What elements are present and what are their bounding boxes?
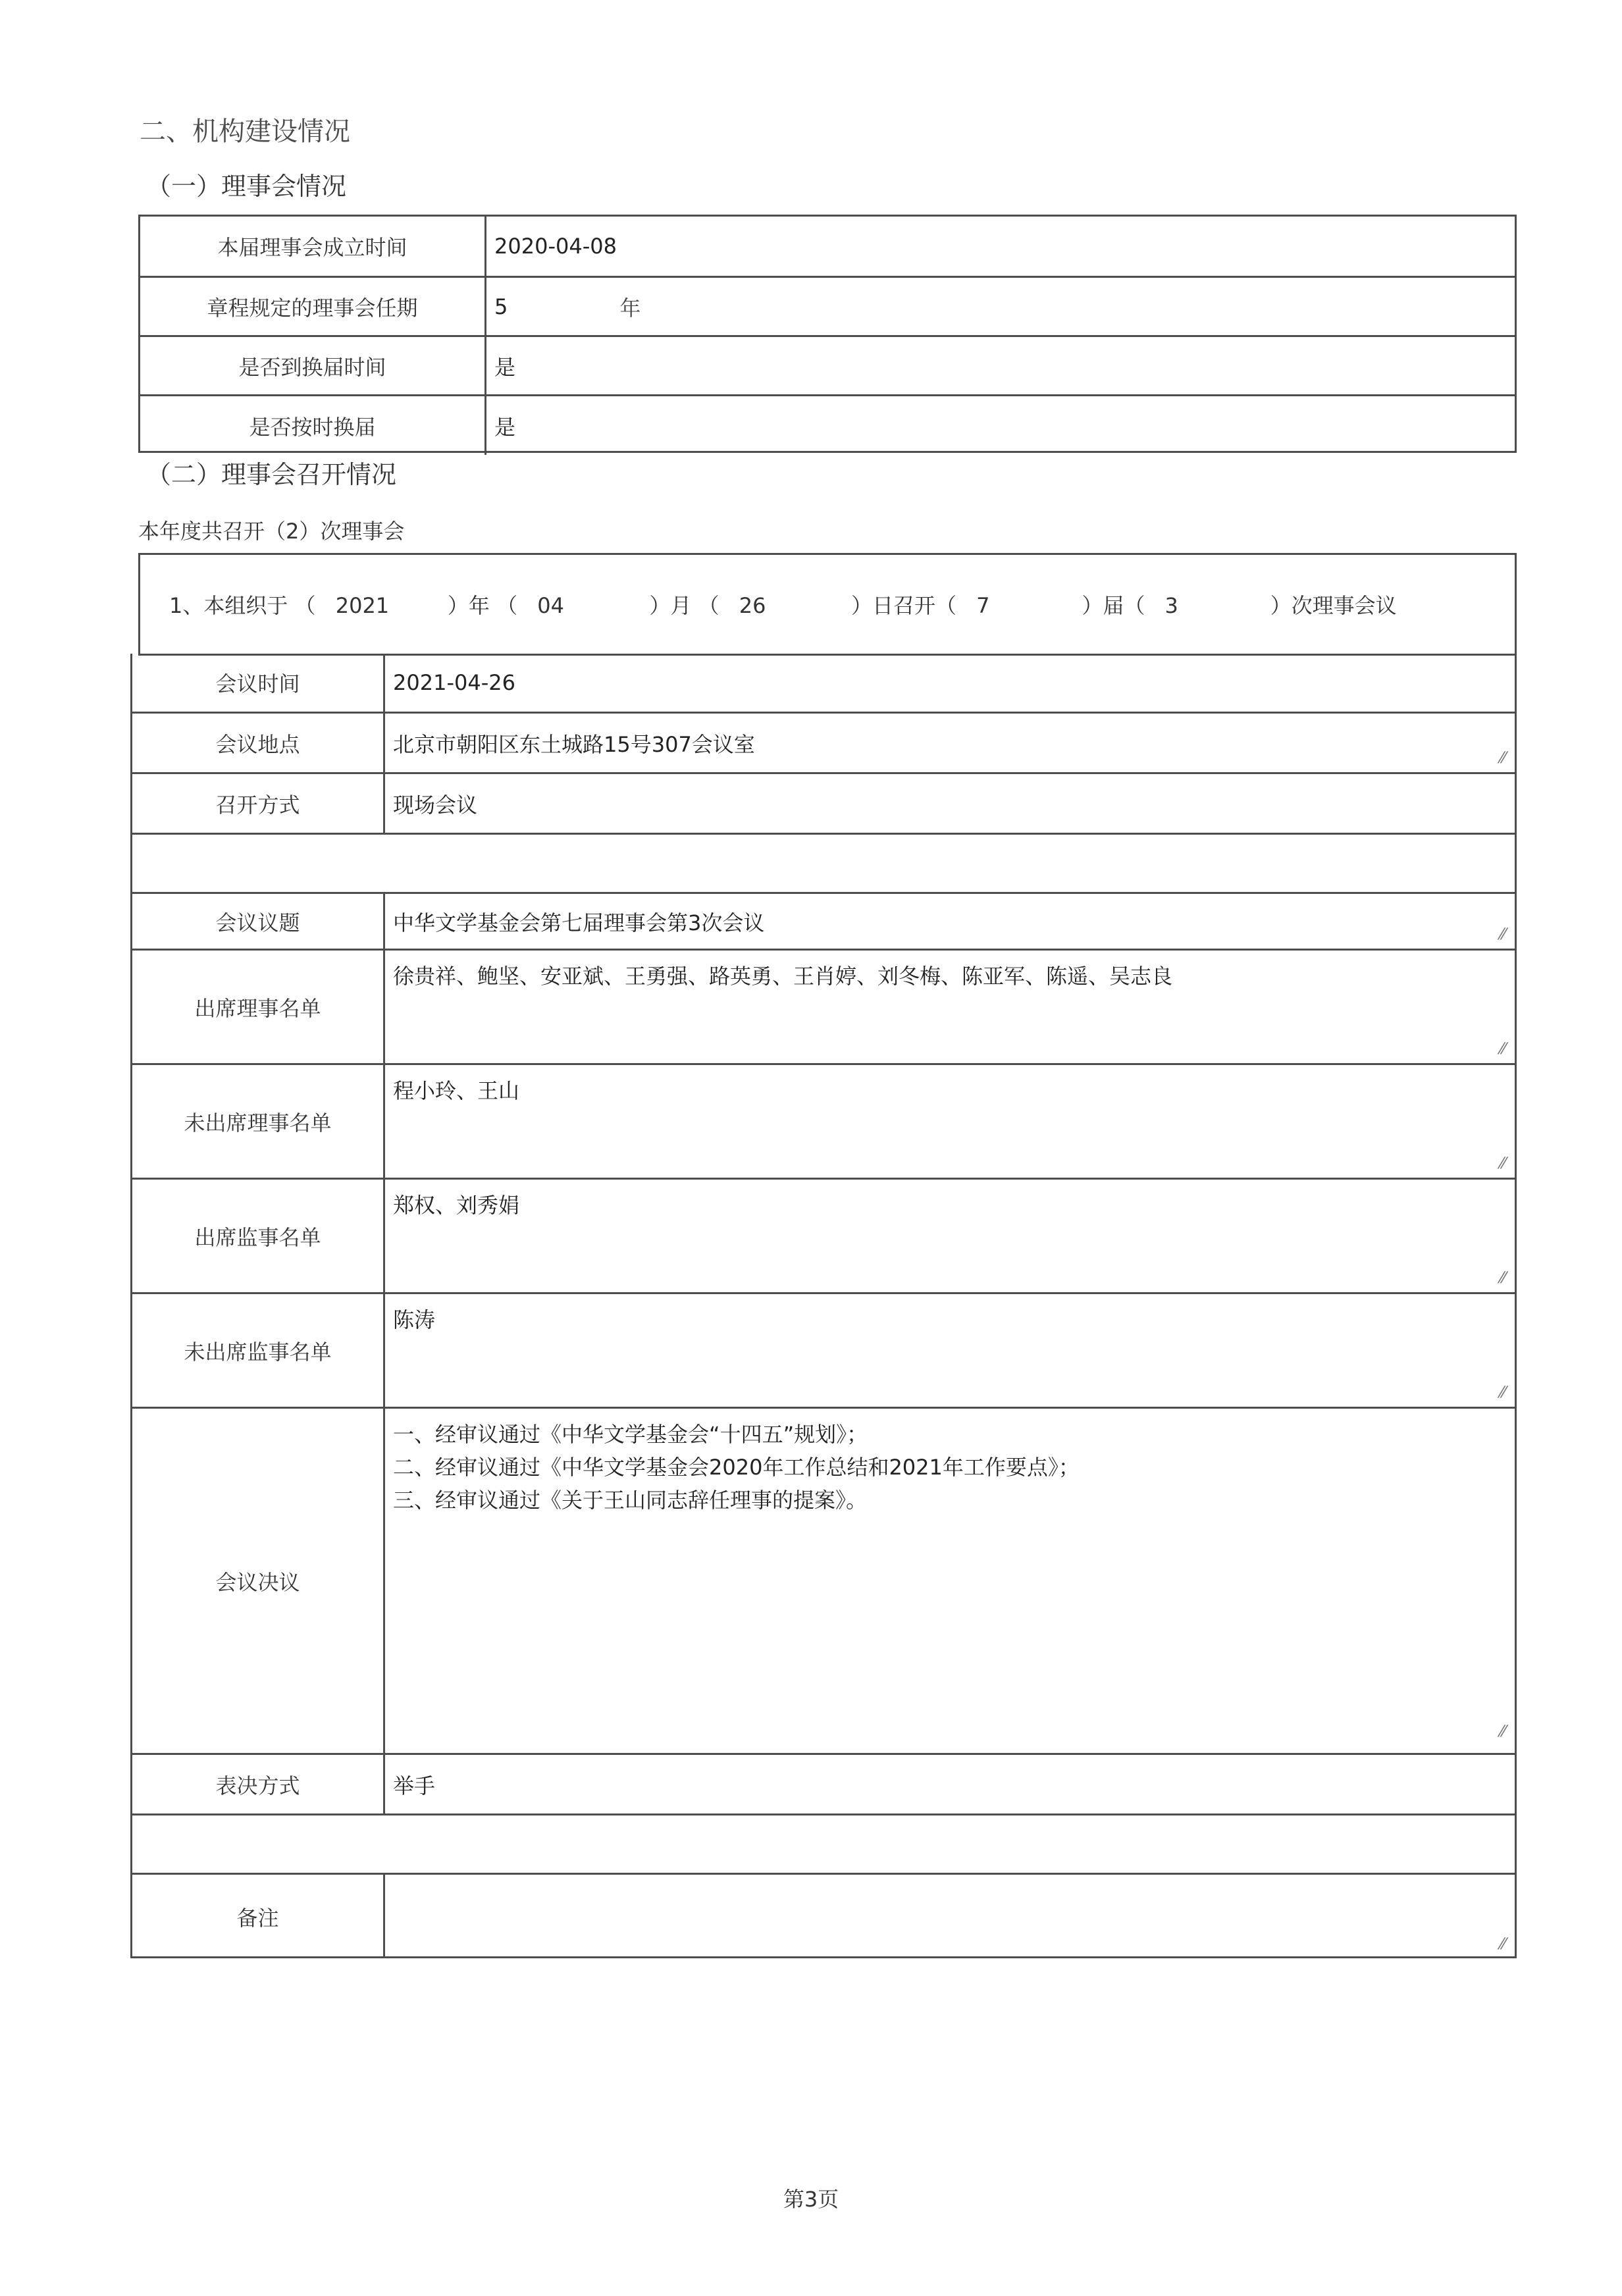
resize-handle-icon[interactable]: ⁄⁄ — [1500, 1039, 1505, 1058]
meeting-session[interactable]: 3 — [1164, 593, 1178, 618]
table-row — [132, 1178, 1515, 1292]
table-row — [140, 217, 1515, 276]
on-time-label: 是否按时换届 — [140, 396, 486, 455]
meetings-summary: 本年度共召开（2）次理事会 — [138, 519, 405, 544]
present-supervisors-label: 出席监事名单 — [132, 1180, 385, 1292]
resize-handle-icon[interactable]: ⁄⁄ — [1500, 748, 1505, 767]
resize-handle-icon[interactable]: ⁄⁄ — [1500, 1268, 1505, 1287]
meeting-mode-label: 召开方式 — [132, 774, 385, 833]
resize-handle-icon[interactable]: ⁄⁄ — [1500, 1383, 1505, 1401]
page-number: 第3页 — [783, 2187, 839, 2212]
table-row — [132, 892, 1515, 949]
resize-handle-icon[interactable]: ⁄⁄ — [1500, 1935, 1505, 1953]
resize-handle-icon[interactable]: ⁄⁄ — [1500, 925, 1505, 943]
resize-handle-icon[interactable]: ⁄⁄ — [1500, 1722, 1505, 1740]
absent-directors-value[interactable]: 程小玲、王山 ⁄⁄ — [393, 1078, 1505, 1172]
meetings-heading: （二）理事会召开情况 — [146, 460, 397, 489]
meeting-mode-value[interactable]: 现场会议 — [393, 792, 478, 818]
meeting-line: 1、本组织于 （ 2021 ）年 （ 04 ）月 （ 26 ）日召开（ 7 ）届（ 3 ）次理事会议 — [169, 593, 1397, 618]
blank-row — [132, 1813, 1515, 1873]
remark-label: 备注 — [132, 1875, 385, 1958]
meeting-topic-label: 会议议题 — [132, 894, 385, 949]
resolution-value[interactable]: 一、经审议通过《中华文学基金会“十四五”规划》； 二、经审议通过《中华文学基金会2020年工作总结和2021年工作要点》； 三、经审议通过《关于王山同志辞任理事的提案》。 ⁄⁄ — [385, 1409, 1515, 1753]
table-row — [140, 394, 1515, 455]
table-row — [132, 1753, 1515, 1813]
table-row — [132, 654, 1515, 712]
vote-label: 表决方式 — [132, 1755, 385, 1813]
board-info-table — [138, 215, 1517, 453]
absent-supervisors-label: 未出席监事名单 — [132, 1294, 385, 1407]
term-due-label: 是否到换届时间 — [140, 337, 486, 394]
term-label: 章程规定的理事会任期 — [140, 278, 486, 335]
table-row — [132, 712, 1515, 772]
resize-handle-icon[interactable]: ⁄⁄ — [1500, 1154, 1505, 1172]
meeting-time-label: 会议时间 — [132, 654, 385, 712]
meeting-place-label: 会议地点 — [132, 714, 385, 772]
table-row — [140, 276, 1515, 335]
founded-date-label: 本届理事会成立时间 — [140, 217, 486, 276]
table-row — [132, 1292, 1515, 1407]
founded-date-value[interactable]: 2020-04-08 — [494, 234, 617, 259]
table-row — [132, 949, 1515, 1063]
resolution-label: 会议决议 — [132, 1409, 385, 1753]
remark-value[interactable] — [385, 1875, 1515, 1958]
blank-row — [132, 833, 1515, 892]
meeting-year[interactable]: 2021 — [335, 593, 390, 618]
table-row — [132, 1063, 1515, 1178]
table-row — [132, 1407, 1515, 1753]
meeting-header — [138, 553, 1517, 656]
absent-directors-label: 未出席理事名单 — [132, 1065, 385, 1178]
present-directors-label: 出席理事名单 — [132, 951, 385, 1063]
on-time-value[interactable]: 是 — [494, 414, 516, 440]
term-unit: 年 — [619, 295, 641, 321]
term-value[interactable]: 5 年 — [486, 278, 1515, 335]
vote-value[interactable]: 举手 — [393, 1773, 436, 1798]
meeting-time-value[interactable]: 2021-04-26 — [393, 670, 515, 695]
meeting-day[interactable]: 26 — [739, 593, 766, 618]
meeting-topic-value[interactable]: 中华文学基金会第七届理事会第3次会议 ⁄⁄ — [393, 910, 1505, 943]
table-row — [140, 335, 1515, 394]
section-title: 二、机构建设情况 — [140, 117, 350, 147]
absent-supervisors-value[interactable]: 陈涛 ⁄⁄ — [393, 1307, 1505, 1401]
present-directors-value[interactable]: 徐贵祥、鲍坚、安亚斌、王勇强、路英勇、王肖婷、刘冬梅、陈亚军、陈遥、吴志良 ⁄⁄ — [393, 964, 1505, 1058]
meeting-detail-table — [130, 654, 1517, 1958]
term-due-value[interactable]: 是 — [494, 354, 516, 380]
meeting-term[interactable]: 7 — [976, 593, 990, 618]
meeting-month[interactable]: 04 — [537, 593, 564, 618]
table-row — [132, 1873, 1515, 1958]
table-row — [132, 772, 1515, 833]
meeting-place-value[interactable]: 北京市朝阳区东土城路15号307会议室 ⁄⁄ — [393, 731, 1505, 767]
present-supervisors-value[interactable]: 郑权、刘秀娟 ⁄⁄ — [393, 1193, 1505, 1287]
board-info-heading: （一）理事会情况 — [146, 172, 347, 201]
